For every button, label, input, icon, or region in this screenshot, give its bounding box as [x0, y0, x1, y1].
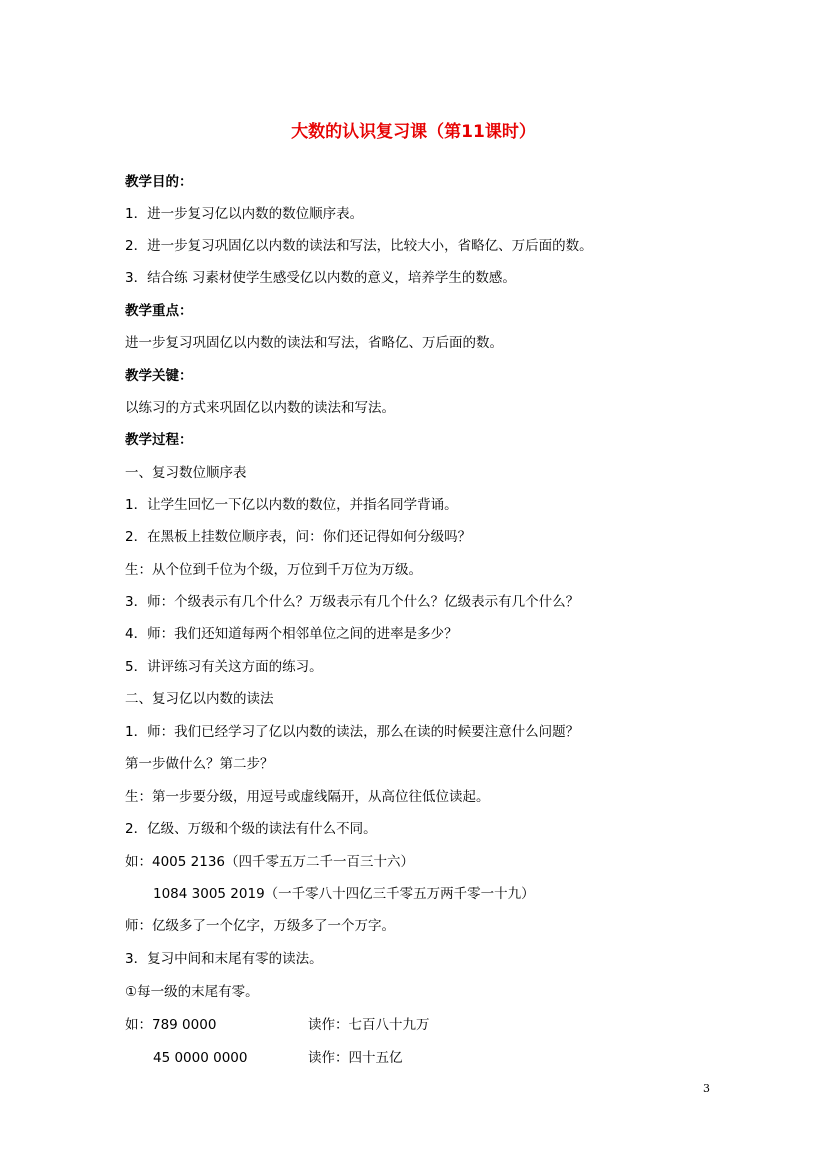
- process-line: 2．亿级、万级和个级的读法有什么不同。: [125, 821, 377, 837]
- process-line: 3．复习中间和末尾有零的读法。: [125, 951, 323, 967]
- page-number: 3: [703, 1082, 710, 1095]
- process-line: ①每一级的末尾有零。: [125, 984, 259, 1000]
- process-line: 4．师：我们还知道每两个相邻单位之间的进率是多少？: [125, 626, 458, 642]
- process-part-1-heading: 一、复习数位顺序表: [125, 465, 247, 481]
- process-line: 5．讲评练习有关这方面的练习。: [125, 659, 323, 675]
- process-line: 1．让学生回忆一下亿以内数的数位，并指名同学背诵。: [125, 497, 458, 513]
- section-heading-process: 教学过程：: [125, 432, 193, 448]
- section-heading-key-points: 教学重点：: [125, 303, 193, 319]
- process-line: 2．在黑板上挂数位顺序表，问：你们还记得如何分级吗？: [125, 529, 472, 545]
- process-line: 生：从个位到千位为个级，万位到千万位为万级。: [125, 562, 422, 578]
- example-reading: 读作：七百八十九万: [308, 1017, 430, 1033]
- example-reading: 读作：四十五亿: [308, 1050, 403, 1066]
- example-number: 如：789 0000: [125, 1017, 217, 1033]
- example-line: 1084 3005 2019（一千零八十四亿三千零五万两千零一十九）: [153, 886, 535, 902]
- key-points-text: 进一步复习巩固亿以内数的读法和写法，省略亿、万后面的数。: [125, 335, 503, 351]
- key-text: 以练习的方式来巩固亿以内数的读法和写法。: [125, 400, 395, 416]
- process-line: 第一步做什么？第二步？: [125, 756, 274, 772]
- process-line: 3．师：个级表示有几个什么？万级表示有几个什么？亿级表示有几个什么？: [125, 594, 580, 610]
- process-part-2-heading: 二、复习亿以内数的读法: [125, 691, 274, 707]
- objective-item-2: 2．进一步复习巩固亿以内数的读法和写法，比较大小，省略亿、万后面的数。: [125, 238, 593, 254]
- example-line: 如：4005 2136（四千零五万二千一百三十六）: [125, 854, 415, 870]
- objective-item-1: 1．进一步复习亿以内数的数位顺序表。: [125, 206, 364, 222]
- section-heading-key: 教学关键：: [125, 368, 193, 384]
- section-heading-objectives: 教学目的：: [125, 174, 193, 190]
- objective-item-3: 3．结合练 习素材使学生感受亿以内数的意义，培养学生的数感。: [125, 270, 516, 286]
- document-title: 大数的认识复习课（第11课时）: [291, 122, 536, 142]
- process-line: 生：第一步要分级，用逗号或虚线隔开，从高位往低位读起。: [125, 789, 490, 805]
- example-number: 45 0000 0000: [153, 1050, 248, 1066]
- process-line: 1．师：我们已经学习了亿以内数的读法，那么在读的时候要注意什么问题？: [125, 724, 580, 740]
- process-line: 师：亿级多了一个亿字，万级多了一个万字。: [125, 918, 395, 934]
